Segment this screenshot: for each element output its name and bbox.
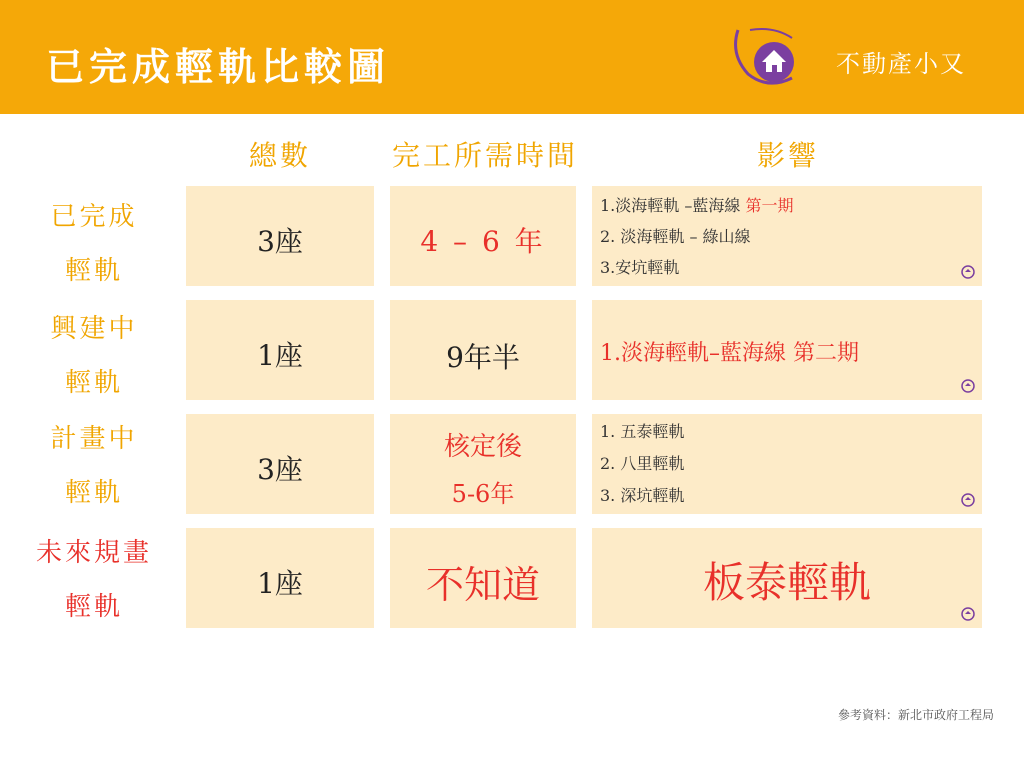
impact-item: 3. 深坑輕軌: [600, 486, 685, 505]
duration-cell: [390, 528, 576, 628]
duration-value: 9年半: [446, 341, 520, 374]
mini-logo-icon: [960, 606, 976, 622]
row-label-line2: 輕軌: [64, 478, 123, 508]
duration-cell: [390, 414, 576, 514]
count-cell: [186, 414, 374, 514]
duration-line2: 5-6年: [451, 480, 515, 508]
impact-item: 2. 八里輕軌: [600, 454, 685, 473]
row-label-line2: 輕軌: [64, 256, 123, 286]
column-header-impact: 影響: [756, 139, 819, 172]
row-label-line2: 輕軌: [64, 592, 123, 622]
count-cell: [186, 528, 374, 628]
brand-name: 不動產小又: [836, 50, 966, 78]
impact-cell: [592, 300, 982, 400]
mini-logo-icon: [960, 492, 976, 508]
row-label-line1: 未來規畫: [35, 538, 152, 568]
impact-item: 1. 五泰輕軌: [600, 422, 685, 441]
row-label-line1: 興建中: [50, 314, 138, 344]
duration-cell: [390, 186, 576, 286]
duration-line1: 核定後: [443, 432, 522, 462]
column-header-count: 總數: [248, 139, 311, 172]
count-value: 1座: [257, 567, 303, 600]
impact-cell: [592, 414, 982, 514]
impact-single: 1.淡海輕軌–藍海線 第二期: [600, 341, 859, 366]
source-citation: 參考資料：新北市政府工程局: [837, 708, 994, 722]
row-label-planned: [14, 412, 174, 520]
row-label-completed: [14, 190, 174, 298]
row-label-line1: 已完成: [50, 202, 138, 232]
impact-item: 1.淡海輕軌 –藍海線 第一期: [600, 196, 794, 215]
count-value: 3座: [257, 225, 303, 258]
row-label-under-construction: [14, 302, 174, 410]
row-label-future: [14, 526, 174, 634]
header-bar: [0, 0, 1024, 114]
count-value: 3座: [257, 453, 303, 486]
brand-logo: [728, 24, 814, 90]
count-cell: [186, 300, 374, 400]
count-value: 1座: [257, 339, 303, 372]
mini-logo-icon: [960, 378, 976, 394]
row-label-line1: 計畫中: [50, 424, 138, 454]
duration-value: 4 – 6 年: [420, 225, 546, 258]
mini-logo-icon: [960, 264, 976, 280]
duration-cell: [390, 300, 576, 400]
impact-list: [600, 416, 684, 512]
impact-single: 板泰輕軌: [702, 558, 871, 607]
impact-item: 3.安坑輕軌: [600, 258, 680, 277]
duration-value: 不知道: [425, 563, 540, 607]
impact-item: 2. 淡海輕軌 – 綠山線: [600, 227, 751, 246]
impact-cell: [592, 528, 982, 628]
row-label-line2: 輕軌: [64, 368, 123, 398]
impact-list: [600, 190, 793, 283]
count-cell: [186, 186, 374, 286]
column-header-duration: 完工所需時間: [391, 139, 578, 172]
page-title: 已完成輕軌比較圖: [46, 45, 391, 89]
impact-cell: [592, 186, 982, 286]
